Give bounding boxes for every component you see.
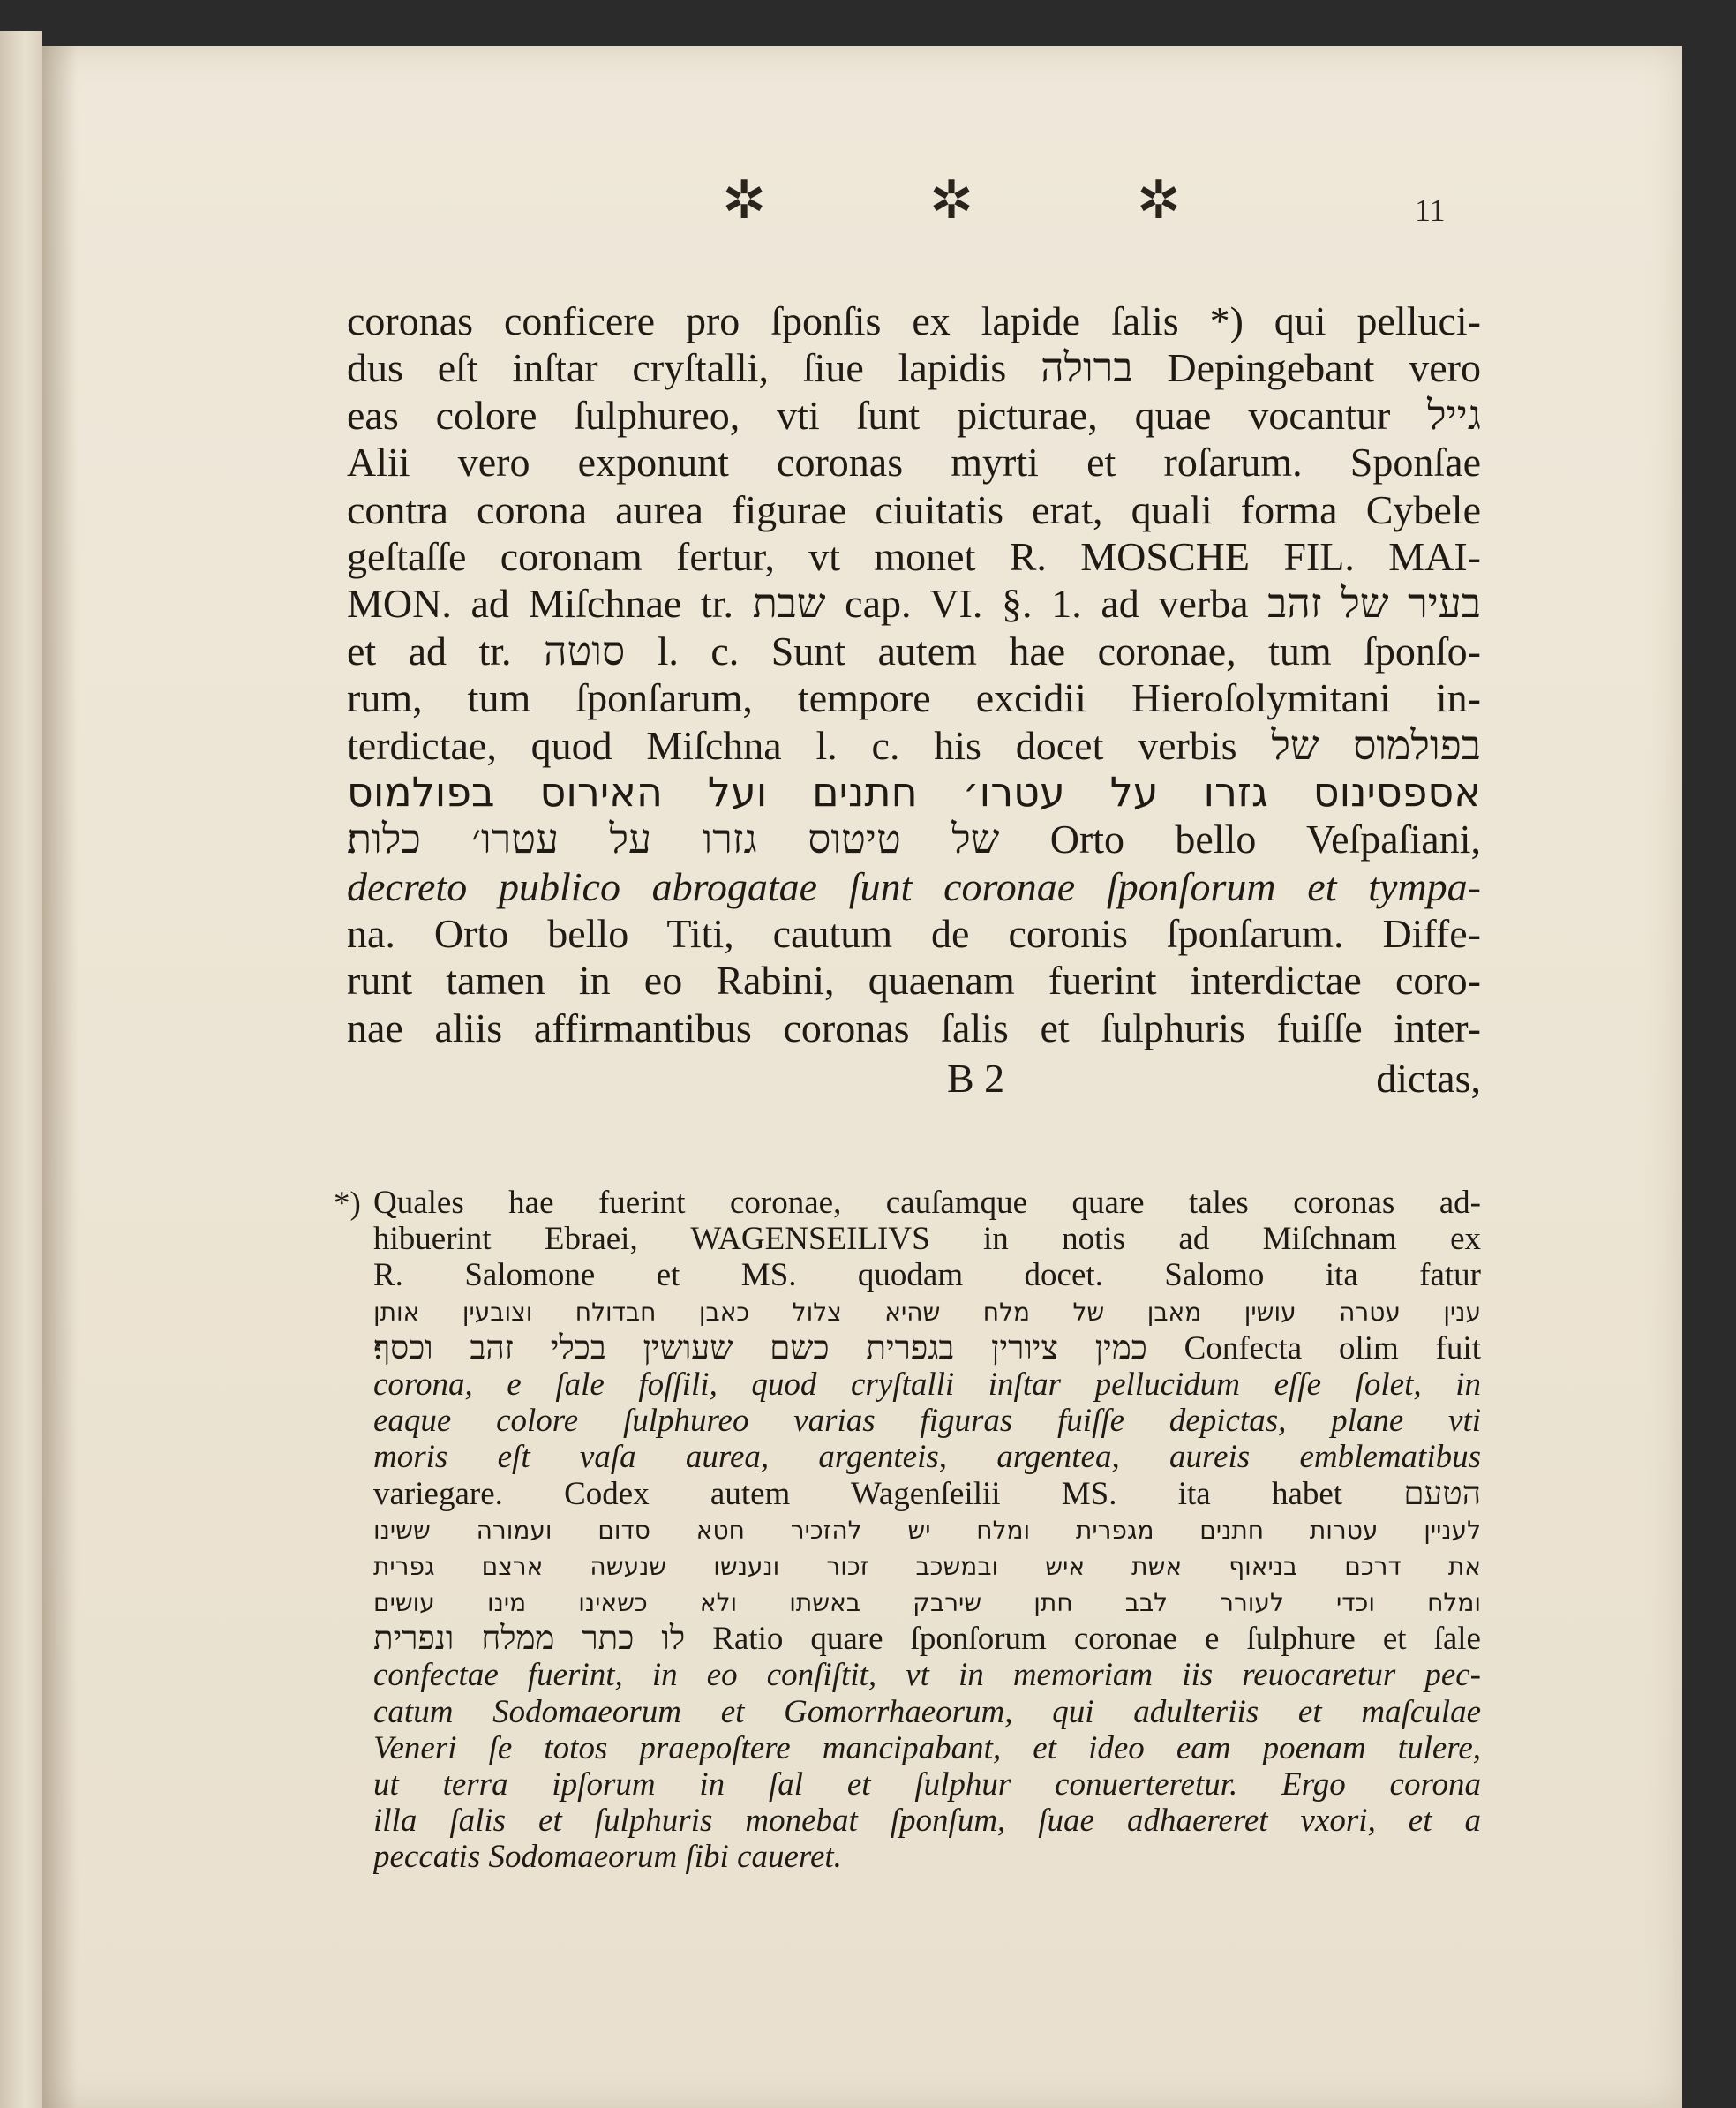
- footnote-line: hibuerint Ebraei, WAGENSEILIVS in notis ad Miſchnam ex: [373, 1221, 1481, 1258]
- text-line: nae aliis affirmantibus coronas ſalis et ſulphuris fuiſſe inter-: [347, 1005, 1481, 1050]
- footnote-line: Quales hae fuerint coronae, cauſamque quare tales coronas ad-: [373, 1185, 1481, 1221]
- text-line: Alii vero exponunt coronas myrti et roſarum. Sponſae: [347, 440, 1481, 486]
- footnote-line: corona, e ſale foſſili, quod cryſtalli inſtar pellucidum eſſe ſolet, in: [373, 1366, 1481, 1403]
- text-line: rum, tum ſponſarum, tempore excidii Hieroſolymitani in-: [347, 675, 1481, 721]
- asterism-ornament: ✲: [722, 169, 767, 231]
- footnote-hebrew-line: את דרכם בניאוף אשת איש ובמשכב זכור ונענשו שנעשה ארצם גפרית: [373, 1551, 1481, 1581]
- signature-mark: B 2: [947, 1055, 1005, 1101]
- footnote-line: R. Salomone et MS. quodam docet. Salomo ita fatur: [373, 1257, 1481, 1294]
- footnote-line: catum Sodomaeorum et Gomorrhaeorum, qui adulteriis et maſculae: [373, 1693, 1481, 1730]
- catchword: dictas,: [1376, 1055, 1481, 1101]
- footnote-line: illa ſalis et ſulphuris monebat ſponſum, ſuae adhaereret vxori, et a: [373, 1803, 1481, 1840]
- text-line: MON. ad Miſchnae tr. שבת cap. VI. §. 1. ad verba בעיר של זהב: [347, 581, 1481, 627]
- footnote-line: Veneri ſe totos praepoſtere mancipabant, et ideo eam poenam tulere,: [373, 1729, 1481, 1766]
- text-line: dus eſt inſtar cryſtalli, ſiue lapidis ברולה Depingebant vero: [347, 345, 1481, 391]
- page-footer-row: [347, 1051, 1481, 1104]
- book-page: [42, 46, 1682, 2108]
- footnote-line: confectae fuerint, in eo conſiſtit, vt in memoriam iis reuocaretur pec-: [373, 1657, 1481, 1694]
- footnote-line: eaque colore ſulphureo varias figuras fuiſſe depictas, plane vti: [373, 1403, 1481, 1440]
- footnote-hebrew-line: ומלח וכדי לעורר לבב חתן שירבק באשתו ולא כשאינו מינו עושים: [373, 1588, 1481, 1618]
- text-line: של טיטוס גזרו על עטרו׳ כלות׃ Orto bello Veſpaſiani,: [347, 817, 1481, 862]
- hebrew-text-line: אספסינוס גזרו על עטרו׳ חתנים ועל האירוס בפולמוס: [347, 768, 1481, 816]
- text-line: runt tamen in eo Rabini, quaenam fuerint interdictae coro-: [347, 958, 1481, 1004]
- main-text-block: [347, 297, 1481, 1104]
- footnote-block: [334, 1185, 1481, 1876]
- footnote-hebrew-line: לעניין עטרות חתנים מגפרית ומלח יש להזכיר חטא סדום ועמורה ששינו: [373, 1515, 1481, 1545]
- asterism-ornament: ✲: [1136, 169, 1181, 231]
- ornament-row: [722, 169, 1181, 231]
- left-page-edge: [0, 31, 42, 2108]
- asterism-ornament: ✲: [928, 169, 974, 231]
- footnote-hebrew-line: ענין עטרה עושין מאבן של מלח שהיא צלול כאבן חבדולח וצובעין אותן: [373, 1297, 1481, 1327]
- footnote-line: peccatis Sodomaeorum ſibi caueret.: [373, 1839, 842, 1876]
- text-line: na. Orto bello Titi, cautum de coronis ſponſarum. Diffe-: [347, 911, 1481, 957]
- footnote-line: variegare. Codex autem Wagenſeilii MS. ita habet הטעם: [373, 1475, 1481, 1512]
- page-number: 11: [1415, 192, 1446, 228]
- footnote-line: כמין ציורין בגפרית כשם שעושין בכלי זהב וכסף׃ Confecta olim fuit: [373, 1329, 1481, 1366]
- text-line: decreto publico abrogatae ſunt coronae ſponſorum et tympa-: [347, 863, 1481, 909]
- text-line: coronas conficere pro ſponſis ex lapide ſalis *) qui pelluci-: [347, 298, 1481, 343]
- text-line: terdictae, quod Miſchna l. c. his docet verbis בפולמוס של: [347, 722, 1481, 768]
- footnote-line: ut terra ipſorum in ſal et ſulphur conuerteretur. Ergo corona: [373, 1766, 1481, 1803]
- footnote-line: לו כתר ממלח ונפרית Ratio quare ſponſorum coronae e ſulphure et ſale: [373, 1621, 1481, 1658]
- text-line: contra corona aurea figurae ciuitatis erat, quali forma Cybele: [347, 486, 1481, 532]
- text-line: geſtaſſe coronam fertur, vt monet R. MOSCHE FIL. MAI-: [347, 533, 1481, 579]
- footnote-line: moris eſt vaſa aurea, argenteis, argentea, aureis emblematibus: [373, 1439, 1481, 1476]
- text-line: eas colore ſulphureo, vti ſunt picturae, quae vocantur גייל: [347, 392, 1481, 438]
- footnote-marker: *): [334, 1186, 361, 1222]
- text-line: et ad tr. סוטה l. c. Sunt autem hae coronae, tum ſponſo-: [347, 628, 1481, 674]
